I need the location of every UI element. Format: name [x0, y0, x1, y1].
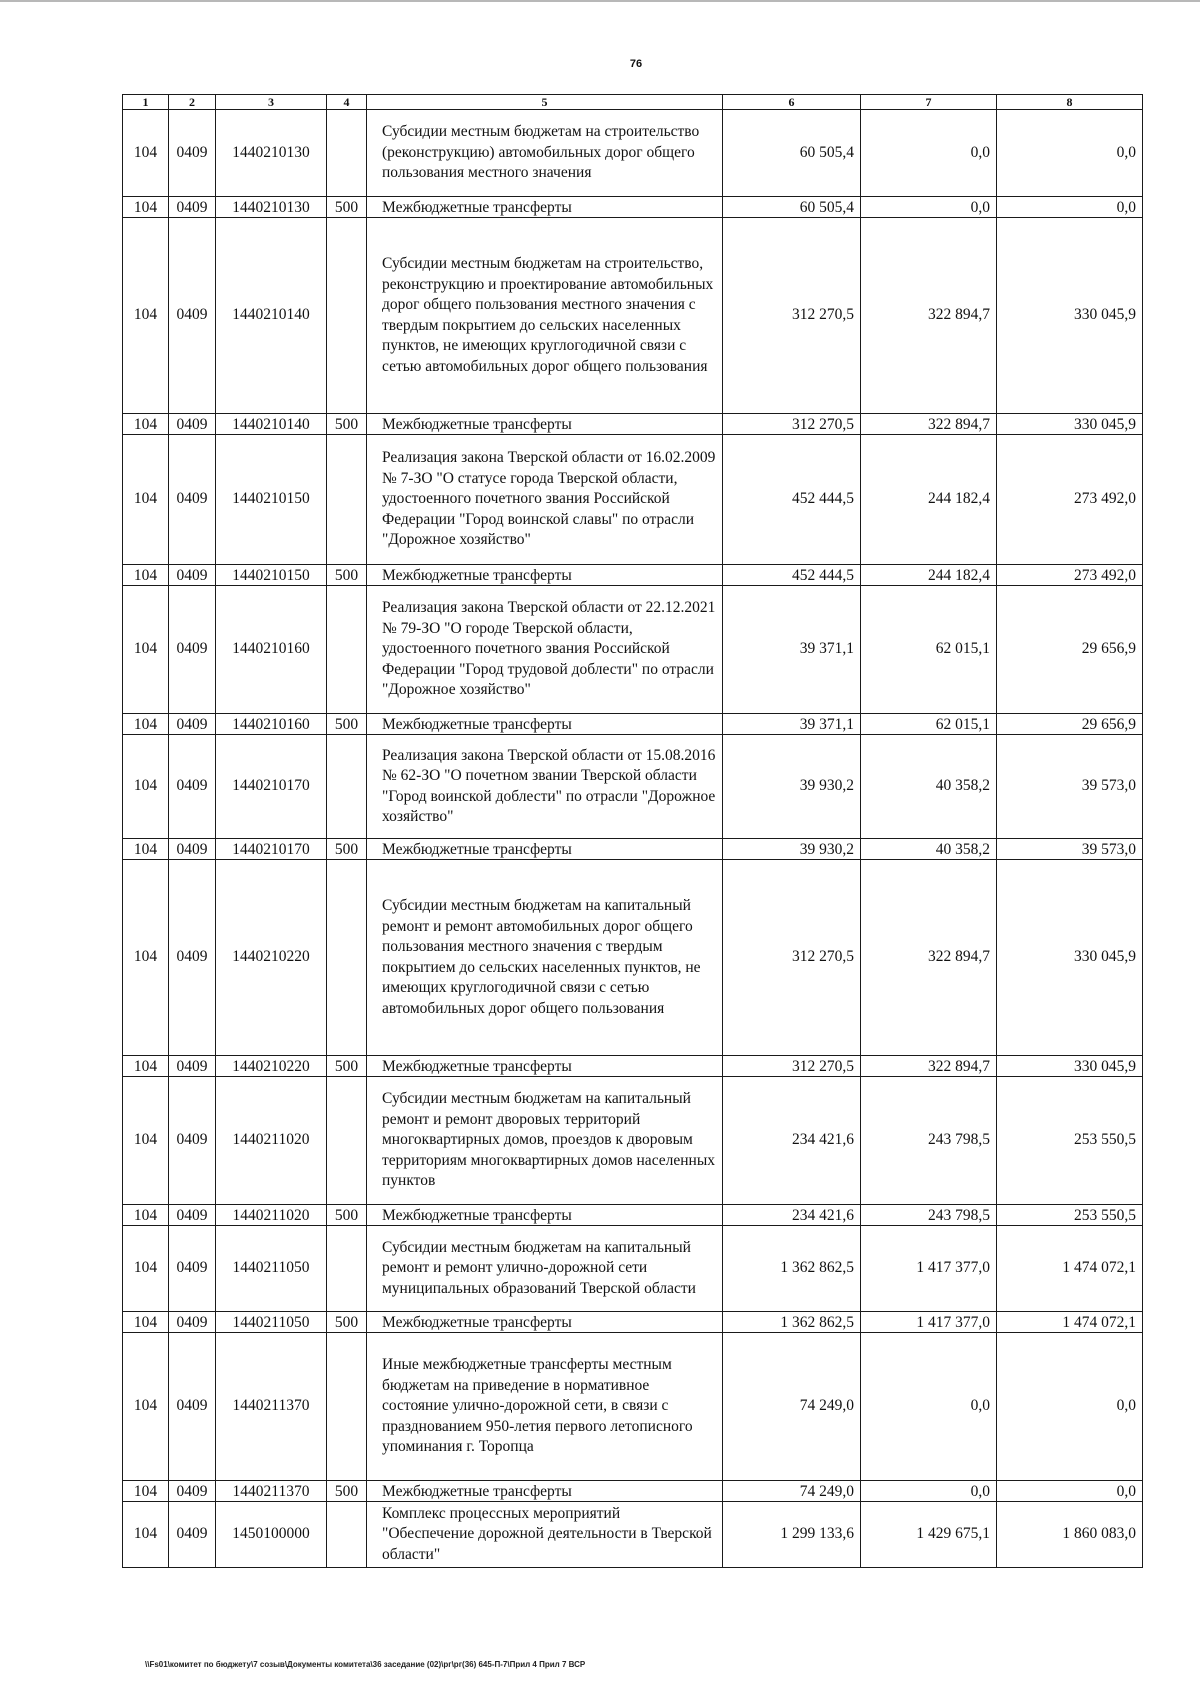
table-row-subtotal: [123, 839, 1143, 860]
cell-description: Реализация закона Тверской области от 16.02.2009 № 7-ЗО "О статусе города Тверской области, удостоенного почетного звания Российской Федерации "Город воинской славы" по отрасли "Дорожное хозяйство": [367, 435, 723, 565]
table-row-subtotal: [123, 714, 1143, 735]
cell-section-code: 104: [123, 565, 169, 586]
cell-subsection-code: 0409: [169, 414, 216, 435]
cell-target-code: 1440210140: [216, 218, 327, 414]
table-row-subtotal: [123, 1056, 1143, 1077]
cell-section-code: 104: [123, 1077, 169, 1205]
cell-description: Иные межбюджетные трансферты местным бюджетам на приведение в нормативное состояние улично-дорожной сети, в связи с празднованием 950-летия первого летописного упоминания г. Торопца: [367, 1333, 723, 1481]
cell-target-code: 1440210130: [216, 110, 327, 197]
table-row: [123, 110, 1143, 197]
cell-amount-year-2: 1 417 377,0: [861, 1312, 997, 1333]
cell-description: Субсидии местным бюджетам на строительство, реконструкцию и проектирование автомобильных дорог общего пользования местного значения с твердым покрытием до сельских населенных пунктов, не имеющих круглогодичной связи с сетью автомобильных дорог общего пользования: [367, 218, 723, 414]
cell-amount-year-2: 62 015,1: [861, 586, 997, 714]
cell-section-code: 104: [123, 435, 169, 565]
table-row-subtotal: [123, 1205, 1143, 1226]
cell-amount-year-3: 29 656,9: [997, 714, 1143, 735]
cell-amount-year-1: 452 444,5: [723, 565, 861, 586]
cell-amount-year-2: 322 894,7: [861, 1056, 997, 1077]
cell-amount-year-3: 0,0: [997, 110, 1143, 197]
cell-amount-year-2: 0,0: [861, 197, 997, 218]
cell-description: Межбюджетные трансферты: [367, 565, 723, 586]
cell-subsection-code: 0409: [169, 218, 216, 414]
cell-subsection-code: 0409: [169, 1077, 216, 1205]
table-row-subtotal: [123, 565, 1143, 586]
cell-amount-year-3: 253 550,5: [997, 1205, 1143, 1226]
cell-amount-year-1: 39 371,1: [723, 714, 861, 735]
cell-amount-year-3: 1 474 072,1: [997, 1226, 1143, 1312]
table-header-row: [123, 95, 1143, 110]
cell-description: Реализация закона Тверской области от 22.12.2021 № 79-ЗО "О городе Тверской области, удостоенного почетного звания Российской Федерации "Город трудовой доблести" по отрасли "Дорожное хозяйство": [367, 586, 723, 714]
cell-subsection-code: 0409: [169, 839, 216, 860]
table-row: [123, 1502, 1143, 1568]
cell-target-code: 1440210160: [216, 714, 327, 735]
cell-expense-type: [327, 860, 367, 1056]
cell-section-code: 104: [123, 735, 169, 839]
cell-amount-year-2: 1 429 675,1: [861, 1502, 997, 1568]
cell-expense-type: [327, 586, 367, 714]
cell-description: Межбюджетные трансферты: [367, 1056, 723, 1077]
cell-amount-year-1: 1 299 133,6: [723, 1502, 861, 1568]
cell-target-code: 1440211020: [216, 1077, 327, 1205]
table-row-subtotal: [123, 414, 1143, 435]
cell-amount-year-1: 234 421,6: [723, 1205, 861, 1226]
cell-amount-year-1: 312 270,5: [723, 218, 861, 414]
cell-amount-year-2: 244 182,4: [861, 435, 997, 565]
cell-description: Межбюджетные трансферты: [367, 197, 723, 218]
cell-amount-year-2: 1 417 377,0: [861, 1226, 997, 1312]
cell-target-code: 1440210170: [216, 735, 327, 839]
cell-target-code: 1440210220: [216, 1056, 327, 1077]
cell-subsection-code: 0409: [169, 1205, 216, 1226]
cell-section-code: 104: [123, 1481, 169, 1502]
cell-expense-type: 500: [327, 1056, 367, 1077]
cell-subsection-code: 0409: [169, 1502, 216, 1568]
cell-section-code: 104: [123, 110, 169, 197]
cell-section-code: 104: [123, 414, 169, 435]
cell-amount-year-1: 39 371,1: [723, 586, 861, 714]
cell-amount-year-2: 322 894,7: [861, 218, 997, 414]
cell-description: Субсидии местным бюджетам на капитальный ремонт и ремонт дворовых территорий многоквартирных домов, проездов к дворовым территориям многоквартирных домов населенных пунктов: [367, 1077, 723, 1205]
table-row: [123, 735, 1143, 839]
cell-amount-year-3: 273 492,0: [997, 435, 1143, 565]
cell-target-code: 1440211020: [216, 1205, 327, 1226]
cell-subsection-code: 0409: [169, 435, 216, 565]
cell-target-code: 1450100000: [216, 1502, 327, 1568]
cell-amount-year-1: 234 421,6: [723, 1077, 861, 1205]
cell-target-code: 1440210170: [216, 839, 327, 860]
cell-target-code: 1440210130: [216, 197, 327, 218]
column-header: 4: [327, 95, 367, 110]
cell-expense-type: [327, 110, 367, 197]
cell-subsection-code: 0409: [169, 714, 216, 735]
cell-expense-type: 500: [327, 839, 367, 860]
cell-subsection-code: 0409: [169, 1312, 216, 1333]
cell-target-code: 1440210160: [216, 586, 327, 714]
cell-expense-type: [327, 1333, 367, 1481]
cell-amount-year-2: 40 358,2: [861, 735, 997, 839]
cell-amount-year-2: 0,0: [861, 1481, 997, 1502]
cell-expense-type: 500: [327, 197, 367, 218]
cell-subsection-code: 0409: [169, 1056, 216, 1077]
cell-amount-year-1: 60 505,4: [723, 110, 861, 197]
table-row: [123, 435, 1143, 565]
cell-amount-year-2: 40 358,2: [861, 839, 997, 860]
cell-amount-year-3: 0,0: [997, 1481, 1143, 1502]
column-header: 8: [997, 95, 1143, 110]
cell-expense-type: 500: [327, 414, 367, 435]
cell-amount-year-2: 244 182,4: [861, 565, 997, 586]
cell-section-code: 104: [123, 1205, 169, 1226]
column-header: 3: [216, 95, 327, 110]
cell-amount-year-1: 312 270,5: [723, 1056, 861, 1077]
cell-amount-year-3: 330 045,9: [997, 860, 1143, 1056]
cell-subsection-code: 0409: [169, 1333, 216, 1481]
cell-amount-year-3: 0,0: [997, 1333, 1143, 1481]
cell-description: Межбюджетные трансферты: [367, 839, 723, 860]
table-row: [123, 218, 1143, 414]
cell-expense-type: 500: [327, 714, 367, 735]
cell-section-code: 104: [123, 218, 169, 414]
cell-subsection-code: 0409: [169, 110, 216, 197]
cell-section-code: 104: [123, 839, 169, 860]
cell-section-code: 104: [123, 197, 169, 218]
cell-expense-type: [327, 1502, 367, 1568]
cell-target-code: 1440210150: [216, 565, 327, 586]
cell-section-code: 104: [123, 1502, 169, 1568]
cell-expense-type: 500: [327, 1312, 367, 1333]
cell-amount-year-3: 39 573,0: [997, 839, 1143, 860]
cell-amount-year-1: 1 362 862,5: [723, 1226, 861, 1312]
cell-amount-year-3: 0,0: [997, 197, 1143, 218]
cell-description: Межбюджетные трансферты: [367, 414, 723, 435]
cell-amount-year-1: 39 930,2: [723, 839, 861, 860]
cell-target-code: 1440211050: [216, 1312, 327, 1333]
cell-amount-year-3: 273 492,0: [997, 565, 1143, 586]
cell-amount-year-2: 243 798,5: [861, 1205, 997, 1226]
cell-expense-type: [327, 1226, 367, 1312]
cell-section-code: 104: [123, 586, 169, 714]
cell-target-code: 1440211050: [216, 1226, 327, 1312]
cell-amount-year-1: 1 362 862,5: [723, 1312, 861, 1333]
cell-description: Субсидии местным бюджетам на капитальный ремонт и ремонт улично-дорожной сети муниципальных образований Тверской области: [367, 1226, 723, 1312]
cell-expense-type: [327, 218, 367, 414]
cell-subsection-code: 0409: [169, 1226, 216, 1312]
cell-amount-year-3: 1 860 083,0: [997, 1502, 1143, 1568]
budget-table: [122, 94, 1143, 1568]
cell-section-code: 104: [123, 1226, 169, 1312]
table-row-subtotal: [123, 197, 1143, 218]
cell-target-code: 1440211370: [216, 1333, 327, 1481]
column-header: 2: [169, 95, 216, 110]
column-header: 7: [861, 95, 997, 110]
cell-expense-type: [327, 435, 367, 565]
cell-subsection-code: 0409: [169, 197, 216, 218]
cell-amount-year-1: 312 270,5: [723, 860, 861, 1056]
cell-section-code: 104: [123, 714, 169, 735]
cell-target-code: 1440210220: [216, 860, 327, 1056]
cell-description: Межбюджетные трансферты: [367, 1312, 723, 1333]
cell-target-code: 1440210140: [216, 414, 327, 435]
table-row: [123, 860, 1143, 1056]
cell-amount-year-3: 330 045,9: [997, 1056, 1143, 1077]
cell-amount-year-3: 39 573,0: [997, 735, 1143, 839]
cell-subsection-code: 0409: [169, 586, 216, 714]
cell-subsection-code: 0409: [169, 1481, 216, 1502]
cell-expense-type: 500: [327, 1205, 367, 1226]
cell-expense-type: [327, 1077, 367, 1205]
cell-amount-year-1: 312 270,5: [723, 414, 861, 435]
file-path-footer: \\Fs01\комитет по бюджету\7 созыв\Документы комитета\36 заседание (02)\рг\рг(36) 645-П-7\Прил 4 Прил 7 ВСР: [145, 1660, 586, 1669]
cell-expense-type: 500: [327, 565, 367, 586]
cell-subsection-code: 0409: [169, 565, 216, 586]
cell-amount-year-2: 0,0: [861, 1333, 997, 1481]
column-header: 6: [723, 95, 861, 110]
cell-description: Реализация закона Тверской области от 15.08.2016 № 62-ЗО "О почетном звании Тверской области "Город воинской доблести" по отрасли "Дорожное хозяйство": [367, 735, 723, 839]
cell-subsection-code: 0409: [169, 860, 216, 1056]
table-row: [123, 586, 1143, 714]
table-row: [123, 1077, 1143, 1205]
cell-section-code: 104: [123, 1312, 169, 1333]
column-header: 1: [123, 95, 169, 110]
cell-target-code: 1440211370: [216, 1481, 327, 1502]
cell-description: Межбюджетные трансферты: [367, 714, 723, 735]
cell-amount-year-1: 452 444,5: [723, 435, 861, 565]
cell-description: Субсидии местным бюджетам на строительство (реконструкцию) автомобильных дорог общего пользования местного значения: [367, 110, 723, 197]
cell-amount-year-1: 74 249,0: [723, 1333, 861, 1481]
cell-description: Субсидии местным бюджетам на капитальный ремонт и ремонт автомобильных дорог общего пользования местного значения с твердым покрытием до сельских населенных пунктов, не имеющих круглогодичной связи с сетью автомобильных дорог общего пользования: [367, 860, 723, 1056]
cell-amount-year-3: 1 474 072,1: [997, 1312, 1143, 1333]
cell-subsection-code: 0409: [169, 735, 216, 839]
cell-amount-year-3: 330 045,9: [997, 218, 1143, 414]
cell-description: Межбюджетные трансферты: [367, 1481, 723, 1502]
cell-amount-year-2: 322 894,7: [861, 860, 997, 1056]
cell-description: Межбюджетные трансферты: [367, 1205, 723, 1226]
cell-amount-year-1: 74 249,0: [723, 1481, 861, 1502]
table-row: [123, 1333, 1143, 1481]
cell-section-code: 104: [123, 860, 169, 1056]
cell-expense-type: [327, 735, 367, 839]
cell-section-code: 104: [123, 1333, 169, 1481]
cell-amount-year-3: 29 656,9: [997, 586, 1143, 714]
cell-description: Комплекс процессных мероприятий "Обеспечение дорожной деятельности в Тверской области": [367, 1502, 723, 1568]
top-border-line: [0, 0, 1200, 2]
table-row-subtotal: [123, 1312, 1143, 1333]
table-row: [123, 1226, 1143, 1312]
cell-amount-year-2: 0,0: [861, 110, 997, 197]
cell-amount-year-2: 322 894,7: [861, 414, 997, 435]
cell-section-code: 104: [123, 1056, 169, 1077]
page-number: 76: [629, 58, 643, 70]
column-header: 5: [367, 95, 723, 110]
table-body: [123, 110, 1143, 1568]
cell-amount-year-2: 243 798,5: [861, 1077, 997, 1205]
cell-expense-type: 500: [327, 1481, 367, 1502]
cell-amount-year-1: 39 930,2: [723, 735, 861, 839]
cell-amount-year-3: 330 045,9: [997, 414, 1143, 435]
cell-amount-year-1: 60 505,4: [723, 197, 861, 218]
cell-amount-year-3: 253 550,5: [997, 1077, 1143, 1205]
table-row-subtotal: [123, 1481, 1143, 1502]
cell-amount-year-2: 62 015,1: [861, 714, 997, 735]
cell-target-code: 1440210150: [216, 435, 327, 565]
